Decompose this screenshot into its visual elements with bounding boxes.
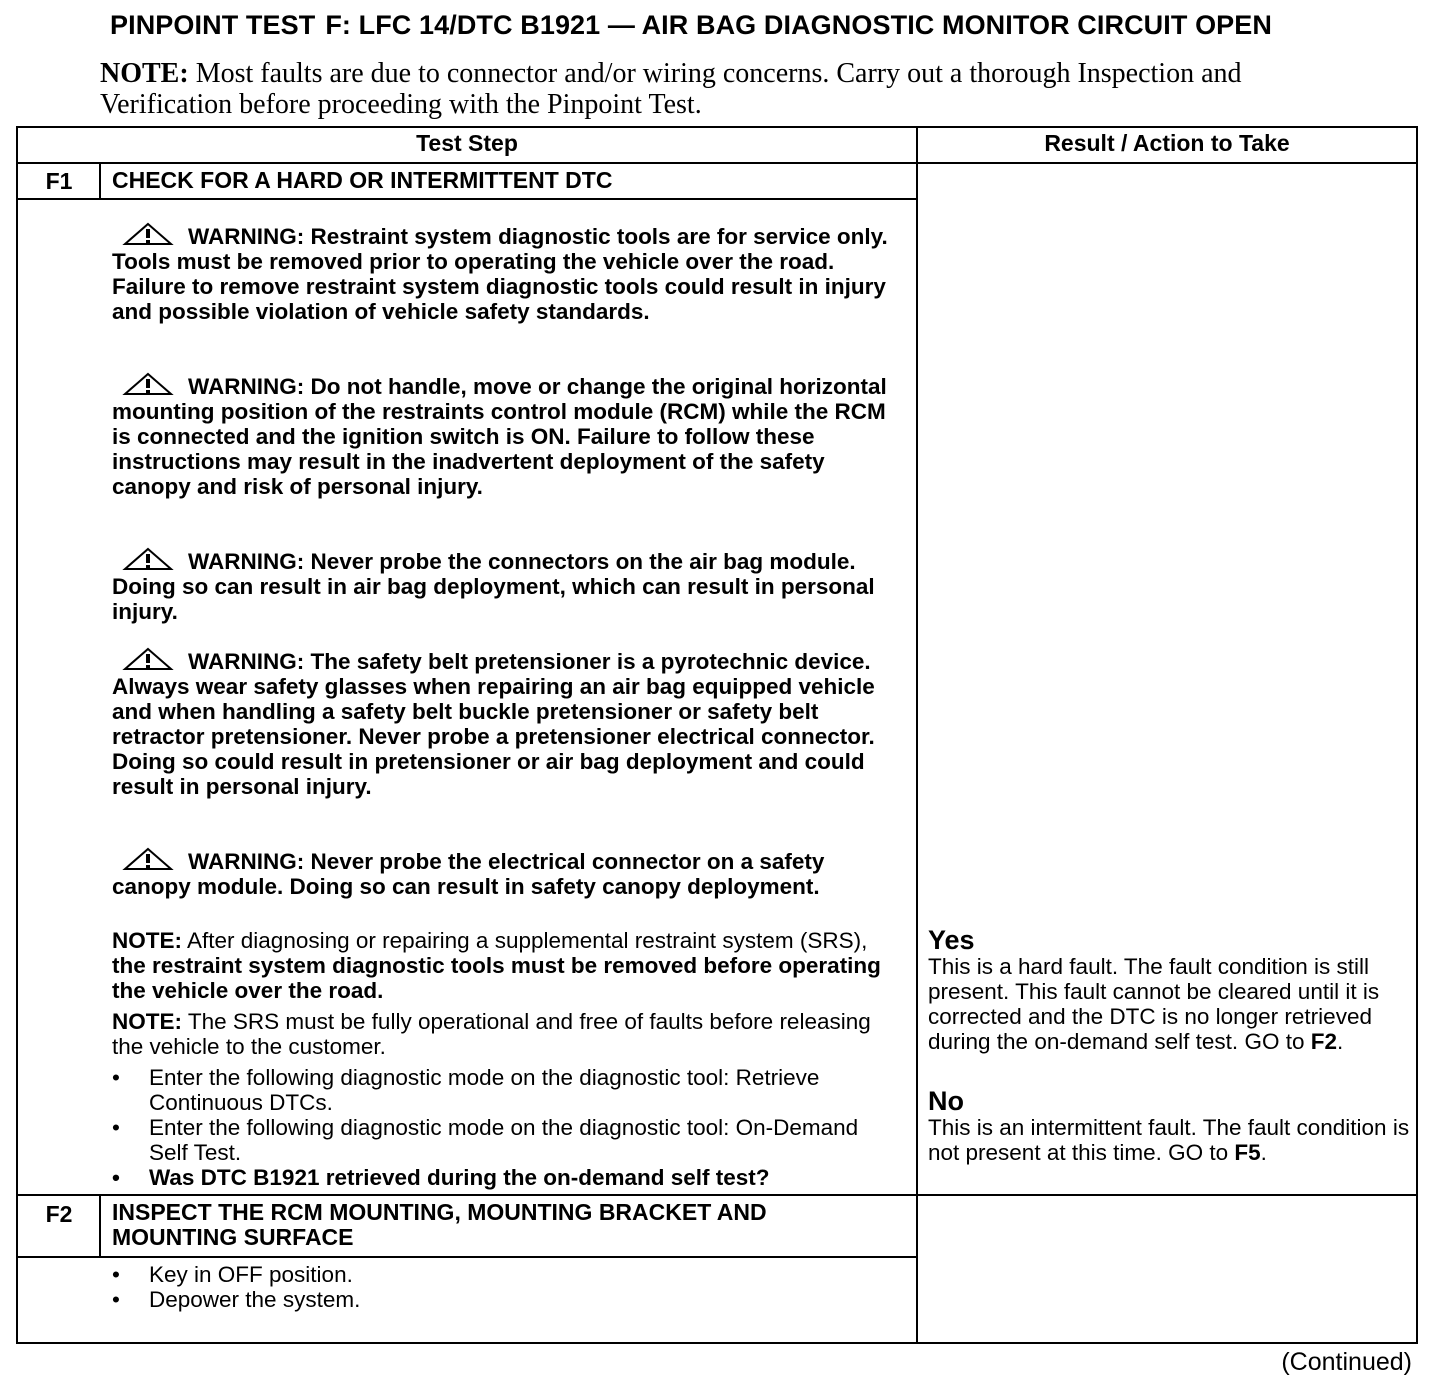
warning-triangle-icon [122,847,174,871]
header-result: Result / Action to Take [1044,130,1290,156]
goto-f5-link[interactable]: F5 [1234,1140,1261,1165]
f2-steps-list [112,1262,902,1312]
list-item: • Enter the following diagnostic mode on the diagnostic tool: On-Demand Self Test. [112,1115,859,1165]
result-no [928,1087,1412,1165]
step-title-f2: INSPECT THE RCM MOUNTING, MOUNTING BRACKET AND MOUNTING SURFACE [112,1199,767,1250]
result-yes [928,926,1412,1054]
result-no-text: This is an intermittent fault. The fault condition is not present at this time. GO to F5. [928,1115,1410,1165]
warning-triangle-icon [122,547,174,571]
warning-3 [112,547,902,624]
warning-4 [112,647,902,799]
intro-note-label: NOTE: [100,58,189,89]
f1-f2-divider [17,1194,1417,1196]
list-item: • Enter the following diagnostic mode on the diagnostic tool: Retrieve Continuous DTCs. [112,1065,820,1115]
warning-triangle-icon [122,372,174,396]
title-text: F: LFC 14/DTC B1921 — AIR BAG DIAGNOSTIC MONITOR CIRCUIT OPEN [325,10,1272,40]
note-srs-tools [112,928,902,1003]
title-label: PINPOINT TEST [110,10,316,40]
result-yes-label: Yes [928,925,975,955]
intro-note-text: Most faults are due to connector and/or wiring concerns. Carry out a thorough Inspection and Verification before proceeding with the Pinpoint Test. [100,58,1242,120]
note-text: After diagnosing or repairing a supplemental restraint system (SRS), [187,928,868,953]
note-text: The SRS must be fully operational and free of faults before releasing the vehicle to the customer. [112,1009,871,1059]
page-title [110,10,1272,41]
list-item: • Was DTC B1921 retrieved during the on-demand self test? [112,1165,770,1190]
warning-5-text: WARNING: Never probe the electrical connector on a safety canopy module. Doing so can result in safety canopy deployment. [112,849,825,899]
list-item: • Depower the system. [112,1287,361,1312]
result-no-label: No [928,1086,964,1116]
f1-title-divider [17,198,917,200]
continued-label: (Continued) [1281,1348,1412,1376]
note-label: NOTE: [112,1009,182,1034]
warning-2 [112,372,902,499]
f2-title-divider [17,1256,917,1258]
warning-5 [112,847,902,899]
step-id-f2: F2 [45,1201,73,1227]
warning-1-text: WARNING: Restraint system diagnostic tools are for service only. Tools must be removed prior to operating the vehicle over the road. Failure to remove restraint system diagnostic tools could result in injury and possible violation of vehicle safety standards. [112,224,888,324]
result-yes-text: This is a hard fault. The fault condition is still present. This fault cannot be cleared until it is corrected and the DTC is no longer retrieved during the on-demand self test. GO to F2. [928,954,1380,1054]
header-divider [17,162,1417,164]
note-emphasis: the restraint system diagnostic tools must be removed before operating the vehicle over the road. [112,953,881,1003]
list-item: • Key in OFF position. [112,1262,353,1287]
step-title-f1: CHECK FOR A HARD OR INTERMITTENT DTC [112,167,613,193]
warning-4-text: WARNING: The safety belt pretensioner is a pyrotechnic device. Always wear safety glasses when repairing an air bag equipped vehicle and when handling a safety belt buckle pretensioner or safety belt retractor pretensioner. Never probe a pretensioner electrical connector. Doing so could result in pretensioner or air bag deployment and could result in personal injury. [112,649,875,799]
warning-3-text: WARNING: Never probe the connectors on the air bag module. Doing so can result in air bag deployment, which can result in personal injury. [112,549,875,624]
f1-steps-list [112,1065,902,1190]
warning-triangle-icon [122,222,174,246]
header-test-step: Test Step [416,130,518,156]
warning-triangle-icon [122,647,174,671]
intro-note [100,58,1300,120]
step-id-f1: F1 [45,168,73,194]
goto-f2-link[interactable]: F2 [1310,1029,1337,1054]
column-divider [916,127,918,1343]
warning-2-text: WARNING: Do not handle, move or change the original horizontal mounting position of the restraints control module (RCM) while the RCM is connected and the ignition switch is ON. Failure to follow these instructions may result in the inadvertent deployment of the safety canopy and risk of personal injury. [112,374,887,499]
note-label: NOTE: [112,928,182,953]
note-srs-operational [112,1009,902,1059]
warning-1 [112,222,902,324]
